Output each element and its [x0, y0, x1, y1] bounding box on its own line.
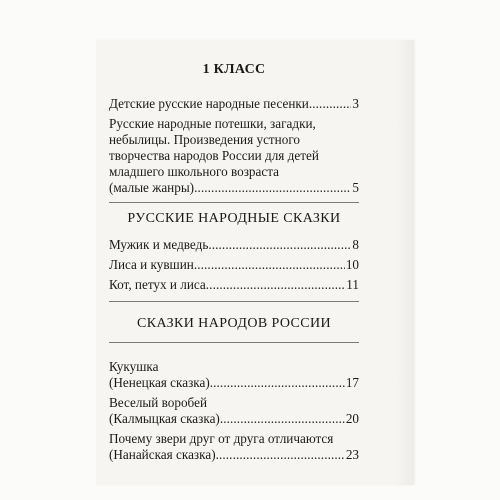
toc-entry-title: (Нанайская сказка) [109, 447, 216, 462]
toc-entry-line [109, 180, 359, 196]
toc-entry-line [109, 96, 359, 112]
toc-entry-title-line: Русские народные потешки, загадки, [109, 116, 316, 131]
toc-leader-dots [309, 96, 352, 112]
section-heading: СКАЗКИ НАРОДОВ РОССИИ [136, 316, 332, 331]
toc-entry-title: Кот, петух и лиса [109, 277, 206, 292]
show-through-shadow [396, 40, 414, 485]
toc-leader-dots [208, 237, 351, 253]
toc-page-number: 3 [352, 96, 359, 111]
section-divider [109, 202, 359, 203]
toc-entry-title: (Ненецкая сказка) [109, 375, 210, 390]
toc-leader-dots [194, 257, 345, 273]
toc-entry [109, 395, 359, 427]
toc-section-intro [109, 96, 359, 196]
toc-entry-line [109, 447, 359, 463]
toc-section-russian-tales [109, 237, 359, 293]
class-heading: 1 КЛАСС [202, 62, 266, 77]
toc-entry [109, 237, 359, 253]
toc-leader-dots [220, 411, 345, 427]
toc-page-number: 23 [345, 447, 359, 462]
toc-entry-line [109, 277, 359, 293]
toc-entry-title-line: Почему звери друг от друга отличаются [109, 431, 334, 446]
toc-entry-title-line: творчества народов России для детей [109, 148, 319, 163]
toc-entry [109, 96, 359, 112]
toc-entry-title-line: младшего школьного возраста [109, 164, 280, 179]
toc-entry-line [109, 237, 359, 253]
toc-entry [109, 277, 359, 293]
toc-page-number: 17 [345, 375, 359, 390]
toc-entry-title: Детские русские народные песенки [109, 96, 309, 111]
table-of-contents [109, 62, 359, 467]
toc-entry-title: (Калмыцкая сказка) [109, 411, 220, 426]
toc-entry [109, 359, 359, 391]
toc-page-number: 11 [346, 277, 359, 292]
toc-entry-line [109, 411, 359, 427]
toc-page-number: 8 [352, 237, 359, 252]
toc-leader-dots [216, 447, 345, 463]
section-heading: РУССКИЕ НАРОДНЫЕ СКАЗКИ [127, 211, 341, 226]
toc-entry-title-line: Веселый воробей [109, 395, 208, 410]
toc-page-number: 20 [345, 411, 359, 426]
toc-section-peoples-tales [109, 359, 359, 463]
toc-entry-title-line: небылицы. Произведения устного [109, 132, 301, 147]
toc-leader-dots [206, 277, 346, 293]
section-divider [109, 301, 359, 302]
toc-entry [109, 257, 359, 273]
toc-entry [109, 116, 359, 196]
toc-leader-dots [194, 180, 351, 196]
toc-page-number: 10 [345, 257, 359, 272]
toc-leader-dots [210, 375, 345, 391]
toc-entry-title: Мужик и медведь [109, 237, 209, 252]
toc-entry [109, 431, 359, 463]
toc-entry-line [109, 375, 359, 391]
section-divider [109, 342, 359, 343]
toc-entry-title-line: Кукушка [109, 359, 159, 374]
toc-entry-title: Лиса и кувшин [109, 257, 194, 272]
toc-entry-title: (малые жанры) [109, 180, 195, 195]
toc-entry-line [109, 257, 359, 273]
toc-page-number: 5 [352, 180, 359, 195]
